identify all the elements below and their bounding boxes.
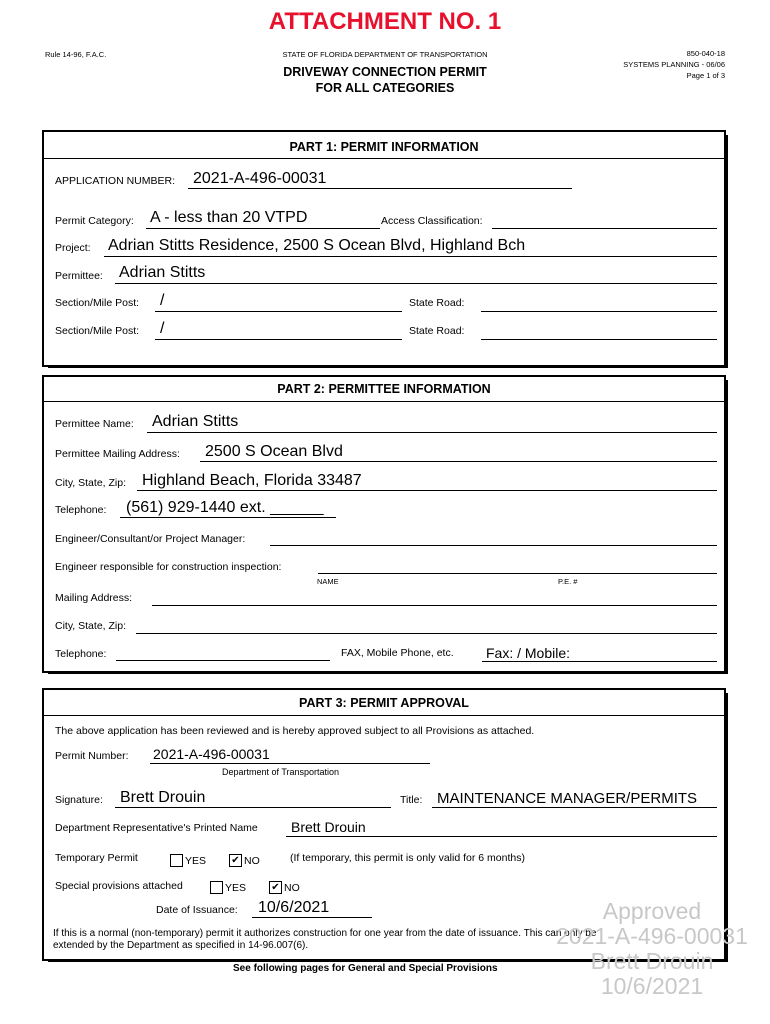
special-no-checkbox[interactable]: ✔ <box>269 881 282 894</box>
mailing-address-line <box>200 461 717 462</box>
office-revision: SYSTEMS PLANNING - 06/06 <box>623 60 725 69</box>
date-of-issuance-value: 10/6/2021 <box>258 899 330 916</box>
temporary-yes-label: YES <box>185 855 207 867</box>
permit-number-value: 2021-A-496-00031 <box>153 746 270 762</box>
fax-label: FAX, Mobile Phone, etc. <box>341 647 454 659</box>
engineer-telephone-line <box>116 660 330 661</box>
special-provisions-label: Special provisions attached <box>55 880 183 892</box>
stamp-date: 10/6/2021 <box>600 973 704 999</box>
date-of-issuance-line <box>252 917 372 918</box>
engineer-csz-line <box>136 633 717 634</box>
special-no-label: NO <box>284 882 300 894</box>
permit-category-label: Permit Category: <box>55 215 134 227</box>
state-road-label-2: State Road: <box>409 325 465 337</box>
page-number: Page 1 of 3 <box>686 71 725 80</box>
state-road-label-1: State Road: <box>409 297 465 309</box>
inspection-engineer-line <box>318 573 717 574</box>
form-title-line-2: FOR ALL CATEGORIES <box>315 81 455 95</box>
printed-name-label: Department Representative's Printed Name <box>55 822 258 834</box>
section-mile-post-label-2: Section/Mile Post: <box>55 325 140 337</box>
printed-name-value: Brett Drouin <box>291 819 366 835</box>
title-line <box>432 807 717 808</box>
temporary-yes-checkbox[interactable] <box>170 854 183 867</box>
application-number-line <box>188 188 572 189</box>
validity-footnote <box>53 928 596 952</box>
part2-heading: PART 2: PERMITTEE INFORMATION <box>277 382 491 396</box>
project-value: Adrian Stitts Residence, 2500 S Ocean Blvd, Highland Bch <box>108 237 526 254</box>
title-value: MAINTENANCE MANAGER/PERMITS <box>437 790 698 807</box>
form-title <box>0 64 770 96</box>
form-title-line-1: DRIVEWAY CONNECTION PERMIT <box>283 65 487 79</box>
temporary-note: (If temporary, this permit is only valid for 6 months) <box>290 852 525 864</box>
form-number: 850-040-18 <box>686 49 725 58</box>
access-classification-label: Access Classification: <box>381 215 483 227</box>
part1-heading: PART 1: PERMIT INFORMATION <box>289 140 479 154</box>
permit-category-line <box>146 228 380 229</box>
telephone-line <box>120 517 336 518</box>
validity-footnote-line-2: extended by the Department as specified in 14-96.007(6). <box>53 940 309 951</box>
pe-caption: P.E. # <box>558 577 578 586</box>
temporary-permit-label: Temporary Permit <box>55 852 138 864</box>
engineer-mailing-label: Mailing Address: <box>55 592 133 604</box>
part1-divider <box>44 158 724 159</box>
permit-number-line <box>150 763 430 764</box>
state-road-line-2 <box>481 339 717 340</box>
agency-name: STATE OF FLORIDA DEPARTMENT OF TRANSPORTATION <box>282 50 488 59</box>
engineer-label: Engineer/Consultant/or Project Manager: <box>55 533 246 545</box>
section-mile-post-value-1: / <box>160 292 165 309</box>
permittee-name-label: Permittee Name: <box>55 418 134 430</box>
city-state-zip-label: City, State, Zip: <box>55 477 126 489</box>
mailing-address-label: Permittee Mailing Address: <box>55 448 180 460</box>
special-yes-label: YES <box>225 882 247 894</box>
name-caption: NAME <box>317 577 339 586</box>
mailing-address-value: 2500 S Ocean Blvd <box>205 443 343 460</box>
printed-name-line <box>286 836 717 837</box>
validity-footnote-line-1: If this is a normal (non-temporary) permit it authorizes construction for one year from the date of issuance. This can only be <box>53 928 597 939</box>
permit-category-value: A - less than 20 VTPD <box>150 209 308 226</box>
permittee-value: Adrian Stitts <box>119 264 206 281</box>
rule-reference: Rule 14-96, F.A.C. <box>45 50 107 59</box>
engineer-csz-label: City, State, Zip: <box>55 620 126 632</box>
city-state-zip-line <box>137 490 717 491</box>
permittee-label: Permittee: <box>55 270 103 282</box>
title-label: Title: <box>400 794 423 806</box>
engineer-telephone-label: Telephone: <box>55 648 107 660</box>
fax-line <box>482 661 717 662</box>
date-of-issuance-label: Date of Issuance: <box>156 904 238 916</box>
fax-value: Fax: / Mobile: <box>486 645 571 661</box>
state-road-line-1 <box>481 311 717 312</box>
application-number-value: 2021-A-496-00031 <box>193 170 327 187</box>
part2-box <box>42 375 726 673</box>
see-following-note: See following pages for General and Special Provisions <box>233 963 498 974</box>
signature-line <box>115 807 391 808</box>
part3-divider <box>44 715 724 716</box>
telephone-value: (561) 929-1440 ext. ______ <box>126 499 324 516</box>
section-mile-post-line-1 <box>155 311 402 312</box>
attachment-title: ATTACHMENT NO. 1 <box>268 8 502 35</box>
project-label: Project: <box>55 242 91 254</box>
signature-label: Signature: <box>55 794 103 806</box>
part3-heading: PART 3: PERMIT APPROVAL <box>299 696 469 710</box>
engineer-mailing-line <box>152 605 717 606</box>
engineer-line <box>270 545 717 546</box>
section-mile-post-line-2 <box>155 339 402 340</box>
temporary-no-label: NO <box>244 855 260 867</box>
special-yes-checkbox[interactable] <box>210 881 223 894</box>
stamp-approver: Brett Drouin <box>590 948 714 974</box>
access-classification-line <box>492 228 717 229</box>
part2-divider <box>44 401 724 402</box>
city-state-zip-value: Highland Beach, Florida 33487 <box>142 472 362 489</box>
approval-statement: The above application has been reviewed and is hereby approved subject to all Provisions as attached. <box>55 725 535 737</box>
section-mile-post-value-2: / <box>160 320 165 337</box>
project-line <box>104 256 717 257</box>
permittee-line <box>115 283 717 284</box>
permittee-name-value: Adrian Stitts <box>152 413 239 430</box>
telephone-label: Telephone: <box>55 504 107 516</box>
application-number-label: APPLICATION NUMBER: <box>55 175 175 187</box>
temporary-no-checkbox[interactable]: ✔ <box>229 854 242 867</box>
approval-stamp <box>552 899 752 999</box>
dot-caption: Department of Transportation <box>222 767 340 777</box>
signature-value: Brett Drouin <box>120 789 206 806</box>
permittee-name-line <box>147 432 717 433</box>
permit-number-label: Permit Number: <box>55 750 129 762</box>
stamp-approved: Approved <box>602 898 702 924</box>
stamp-permit-number: 2021-A-496-00031 <box>556 923 748 949</box>
section-mile-post-label-1: Section/Mile Post: <box>55 297 140 309</box>
inspection-engineer-label: Engineer responsible for construction inspection: <box>55 561 282 573</box>
